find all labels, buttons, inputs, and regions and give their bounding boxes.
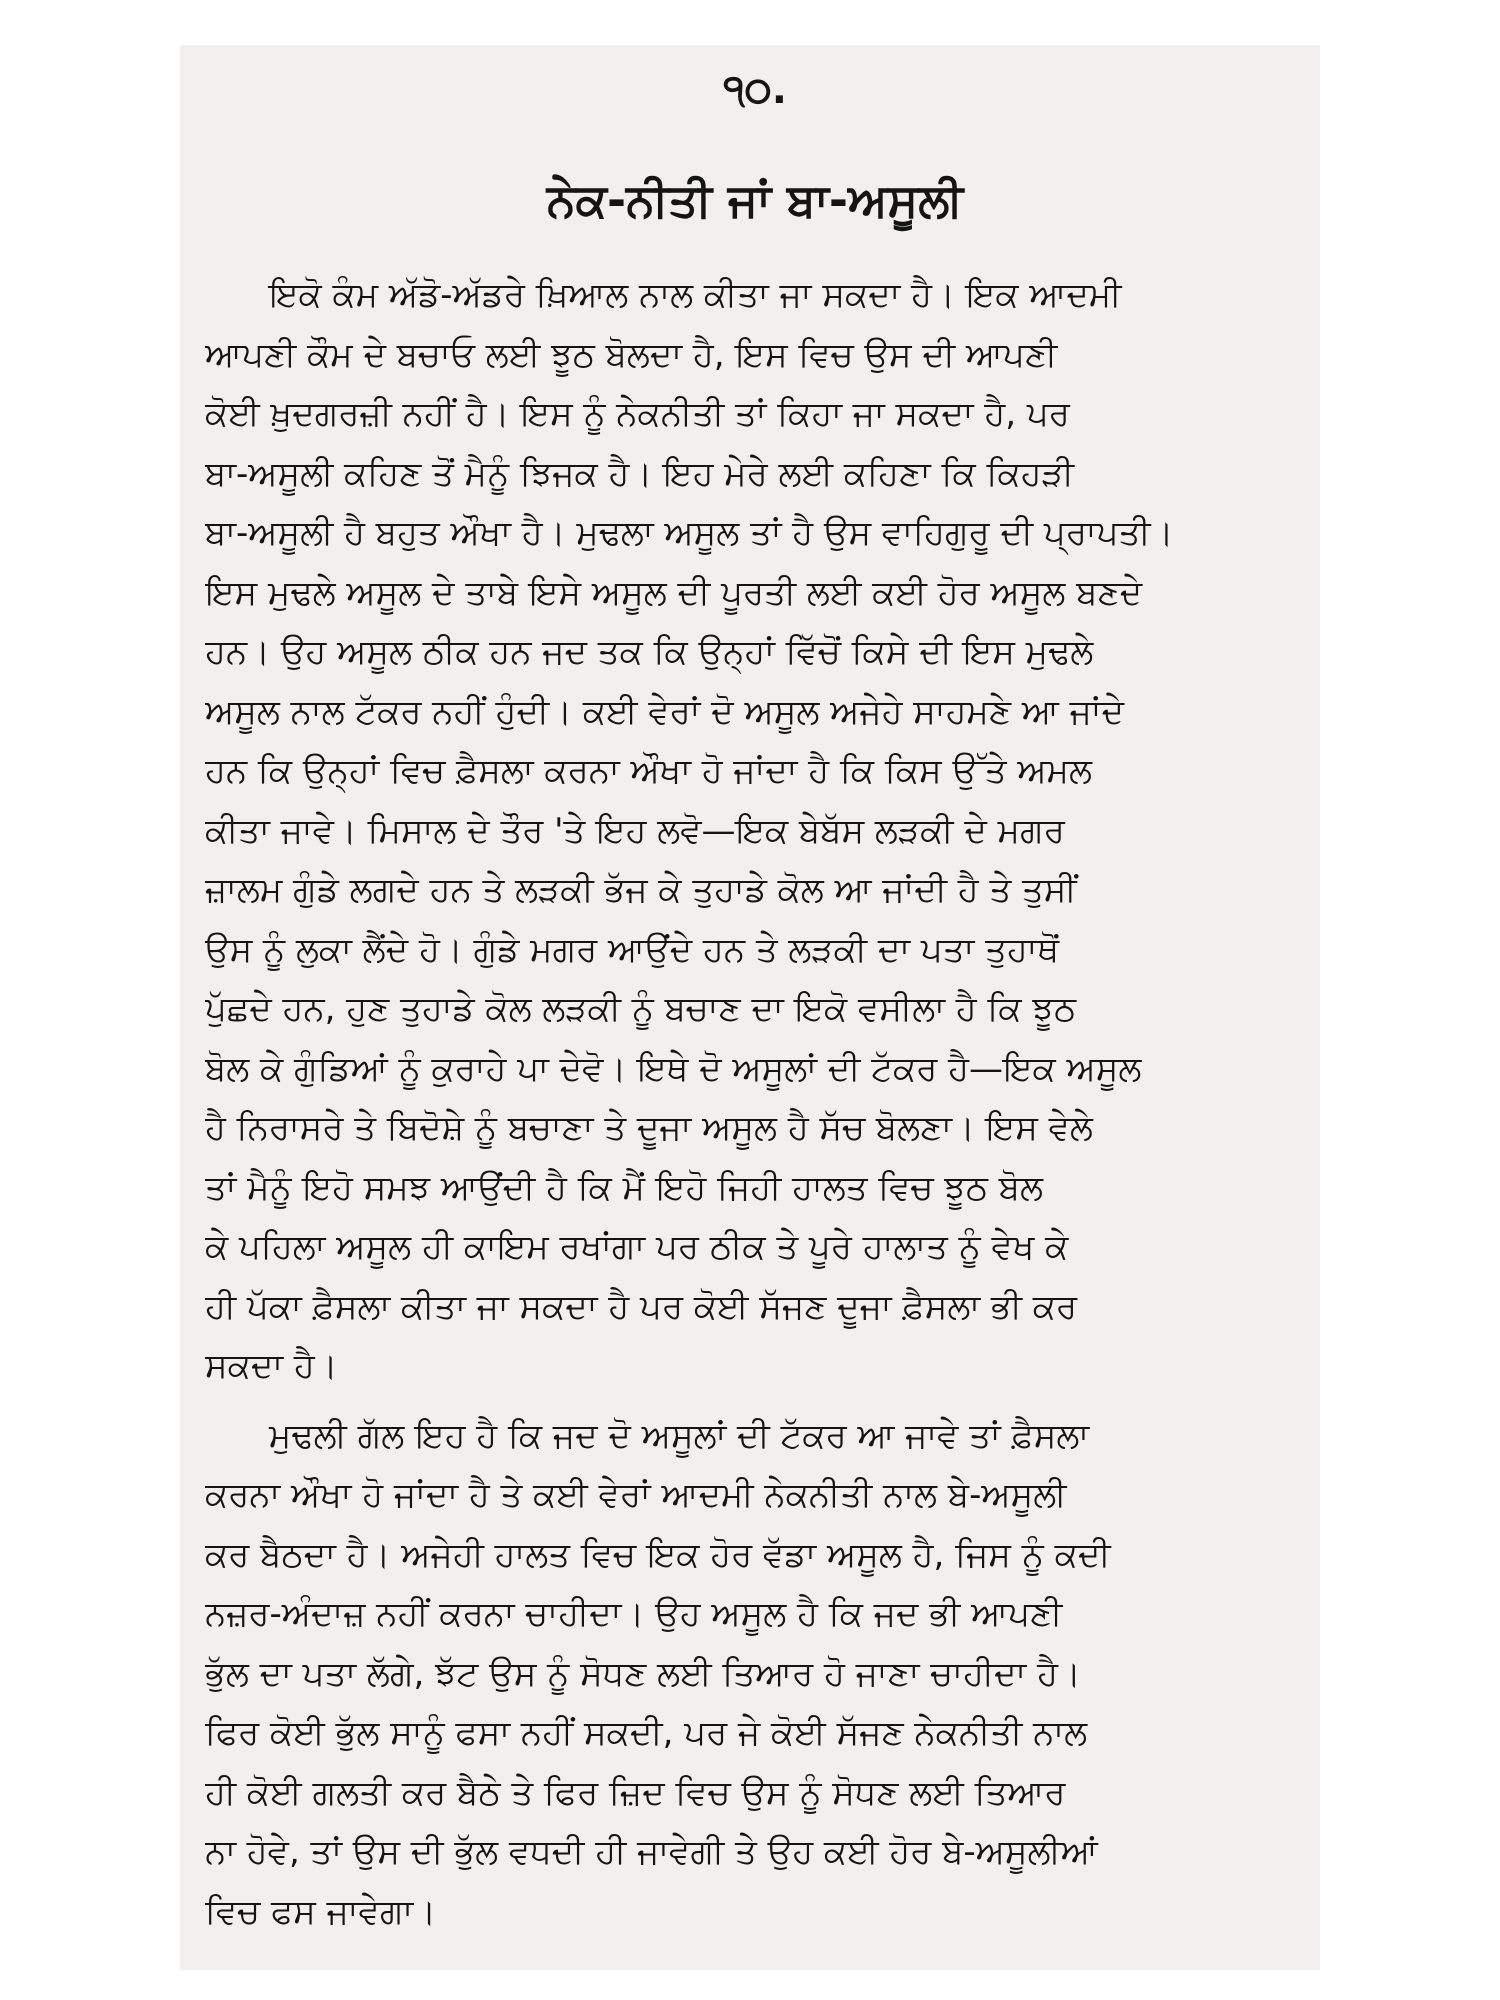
text-line: ਹੈ ਨਿਰਾਸਰੇ ਤੇ ਬਿਦੋਸ਼ੇ ਨੂੰ ਬਚਾਣਾ ਤੇ ਦੂਜਾ ਅਸੂਲ ਹੈ ਸੱਚ ਬੋਲਣਾ। ਇਸ ਵੇਲੇ xyxy=(205,1108,1093,1148)
text-line: ਇਸ ਮੁਢਲੇ ਅਸੂਲ ਦੇ ਤਾਬੇ ਇਸੇ ਅਸੂਲ ਦੀ ਪੂਰਤੀ ਲਈ ਕਈ ਹੋਰ ਅਸੂਲ ਬਣਦੇ xyxy=(205,572,1143,613)
text-line: ਨਜ਼ਰ-ਅੰਦਾਜ਼ ਨਹੀਂ ਕਰਨਾ ਚਾਹੀਦਾ। ਉਹ ਅਸੂਲ ਹੈ ਕਿ ਜਦ ਭੀ ਆਪਣੀ xyxy=(205,1594,1063,1634)
text-line: ਫਿਰ ਕੋਈ ਭੁੱਲ ਸਾਨੂੰ ਫਸਾ ਨਹੀਂ ਸਕਦੀ, ਪਰ ਜੇ ਕੋਈ ਸੱਜਣ ਨੇਕਨੀਤੀ ਨਾਲ xyxy=(205,1713,1088,1753)
text-line: ਕਰ ਬੈਠਦਾ ਹੈ। ਅਜੇਹੀ ਹਾਲਤ ਵਿਚ ਇਕ ਹੋਰ ਵੱਡਾ ਅਸੂਲ ਹੈ, ਜਿਸ ਨੂੰ ਕਦੀ xyxy=(205,1534,1111,1575)
text-line: ਪੁੱਛਦੇ ਹਨ, ਹੁਣ ਤੁਹਾਡੇ ਕੋਲ ਲੜਕੀ ਨੂੰ ਬਚਾਣ ਦਾ ਇਕੋ ਵਸੀਲਾ ਹੈ ਕਿ ਝੂਠ xyxy=(205,989,1077,1029)
text-line: ਕੇ ਪਹਿਲਾ ਅਸੂਲ ਹੀ ਕਾਇਮ ਰਖਾਂਗਾ ਪਰ ਠੀਕ ਤੇ ਪੂਰੇ ਹਾਲਾਤ ਨੂੰ ਵੇਖ ਕੇ xyxy=(205,1227,1069,1267)
text-line: ਬਾ-ਅਸੂਲੀ ਹੈ ਬਹੁਤ ਔਖਾ ਹੈ। ਮੁਢਲਾ ਅਸੂਲ ਤਾਂ ਹੈ ਉਸ ਵਾਹਿਗੁਰੂ ਦੀ ਪ੍ਰਾਪਤੀ। xyxy=(205,513,1174,553)
paragraph-1 xyxy=(205,266,1305,1397)
text-line: ਇਕੋ ਕੰਮ ਅੱਡੋ-ਅੱਡਰੇ ਖ਼ਿਆਲ ਨਾਲ ਕੀਤਾ ਜਾ ਸਕਦਾ ਹੈ। ਇਕ ਆਦਮੀ xyxy=(269,275,1122,315)
text-line: ਸਕਦਾ ਹੈ। xyxy=(205,1346,338,1386)
text-line: ਮੁਢਲੀ ਗੱਲ ਇਹ ਹੈ ਕਿ ਜਦ ਦੋ ਅਸੂਲਾਂ ਦੀ ਟੱਕਰ ਆ ਜਾਵੇ ਤਾਂ ਫ਼ੈਸਲਾ xyxy=(269,1415,1090,1456)
text-line: ਕੀਤਾ ਜਾਵੇ। ਮਿਸਾਲ ਦੇ ਤੌਰ 'ਤੇ ਇਹ ਲਵੋ—ਇਕ ਬੇਬੱਸ ਲੜਕੀ ਦੇ ਮਗਰ xyxy=(205,810,1065,851)
text-line: ਹਨ ਕਿ ਉਨ੍ਹਾਂ ਵਿਚ ਫ਼ੈਸਲਾ ਕਰਨਾ ਔਖਾ ਹੋ ਜਾਂਦਾ ਹੈ ਕਿ ਕਿਸ ਉੱਤੇ ਅਮਲ xyxy=(205,751,1092,791)
chapter-title: ਨੇਕ-ਨੀਤੀ ਜਾਂ ਬਾ-ਅਸੂਲੀ xyxy=(546,173,964,227)
paragraph-2 xyxy=(205,1407,1305,1943)
text-line: ਜ਼ਾਲਮ ਗੁੰਡੇ ਲਗਦੇ ਹਨ ਤੇ ਲੜਕੀ ਭੱਜ ਕੇ ਤੁਹਾਡੇ ਕੋਲ ਆ ਜਾਂਦੀ ਹੈ ਤੇ ਤੁਸੀਂ xyxy=(205,870,1077,910)
text-line: ਭੁੱਲ ਦਾ ਪਤਾ ਲੱਗੇ, ਝੱਟ ਉਸ ਨੂੰ ਸੋਧਣ ਲਈ ਤਿਆਰ ਹੋ ਜਾਣਾ ਚਾਹੀਦਾ ਹੈ। xyxy=(205,1653,1081,1694)
text-line: ਹਨ। ਉਹ ਅਸੂਲ ਠੀਕ ਹਨ ਜਦ ਤਕ ਕਿ ਉਨ੍ਹਾਂ ਵਿੱਚੋਂ ਕਿਸੇ ਦੀ ਇਸ ਮੁਢਲੇ xyxy=(205,632,1094,672)
text-line: ਬਾ-ਅਸੂਲੀ ਕਹਿਣ ਤੋਂ ਮੈਨੂੰ ਝਿਜਕ ਹੈ। ਇਹ ਮੇਰੇ ਲਈ ਕਹਿਣਾ ਕਿ ਕਿਹੜੀ xyxy=(205,453,1074,494)
text-line: ਬੋਲ ਕੇ ਗੁੰਡਿਆਂ ਨੂੰ ਕੁਰਾਹੇ ਪਾ ਦੇਵੋ। ਇਥੇ ਦੋ ਅਸੂਲਾਂ ਦੀ ਟੱਕਰ ਹੈ—ਇਕ ਅਸੂਲ xyxy=(205,1048,1142,1089)
book-page xyxy=(205,60,1305,1952)
text-line: ਕੋਈ ਖ਼ੁਦਗਰਜ਼ੀ ਨਹੀਂ ਹੈ। ਇਸ ਨੂੰ ਨੇਕਨੀਤੀ ਤਾਂ ਕਿਹਾ ਜਾ ਸਕਦਾ ਹੈ, ਪਰ xyxy=(205,394,1070,434)
text-line: ਨਾ ਹੋਵੇ, ਤਾਂ ਉਸ ਦੀ ਭੁੱਲ ਵਧਦੀ ਹੀ ਜਾਵੇਗੀ ਤੇ ਉਹ ਕਈ ਹੋਰ ਬੇ-ਅਸੂਲੀਆਂ xyxy=(205,1832,1098,1872)
text-line: ਵਿਚ ਫਸ ਜਾਵੇਗਾ। xyxy=(205,1891,437,1932)
text-line: ਅਸੂਲ ਨਾਲ ਟੱਕਰ ਨਹੀਂ ਹੁੰਦੀ। ਕਈ ਵੇਰਾਂ ਦੋ ਅਸੂਲ ਅਜੇਹੇ ਸਾਹਮਣੇ ਆ ਜਾਂਦੇ xyxy=(205,691,1124,732)
text-line: ਕਰਨਾ ਔਖਾ ਹੋ ਜਾਂਦਾ ਹੈ ਤੇ ਕਈ ਵੇਰਾਂ ਆਦਮੀ ਨੇਕਨੀਤੀ ਨਾਲ ਬੇ-ਅਸੂਲੀ xyxy=(205,1475,1067,1515)
text-line: ਉਸ ਨੂੰ ਲੁਕਾ ਲੈਂਦੇ ਹੋ। ਗੁੰਡੇ ਮਗਰ ਆਉਂਦੇ ਹਨ ਤੇ ਲੜਕੀ ਦਾ ਪਤਾ ਤੁਹਾਥੋਂ xyxy=(205,929,1060,970)
text-line: ਹੀ ਕੋਈ ਗਲਤੀ ਕਰ ਬੈਠੇ ਤੇ ਫਿਰ ਜ਼ਿਦ ਵਿਚ ਉਸ ਨੂੰ ਸੋਧਣ ਲਈ ਤਿਆਰ xyxy=(205,1772,1066,1813)
text-line: ਹੀ ਪੱਕਾ ਫ਼ੈਸਲਾ ਕੀਤਾ ਜਾ ਸਕਦਾ ਹੈ ਪਰ ਕੋਈ ਸੱਜਣ ਦੂਜਾ ਫ਼ੈਸਲਾ ਭੀ ਕਰ xyxy=(205,1286,1078,1327)
text-line: ਆਪਣੀ ਕੌਮ ਦੇ ਬਚਾਓ ਲਈ ਝੂਠ ਬੋਲਦਾ ਹੈ, ਇਸ ਵਿਚ ਉਸ ਦੀ ਆਪਣੀ xyxy=(205,334,1058,375)
chapter-number: ੧੦. xyxy=(723,67,787,113)
text-line: ਤਾਂ ਮੈਨੂੰ ਇਹੋ ਸਮਝ ਆਉਂਦੀ ਹੈ ਕਿ ਮੈਂ ਇਹੋ ਜਿਹੀ ਹਾਲਤ ਵਿਚ ਝੂਠ ਬੋਲ xyxy=(205,1167,1043,1208)
